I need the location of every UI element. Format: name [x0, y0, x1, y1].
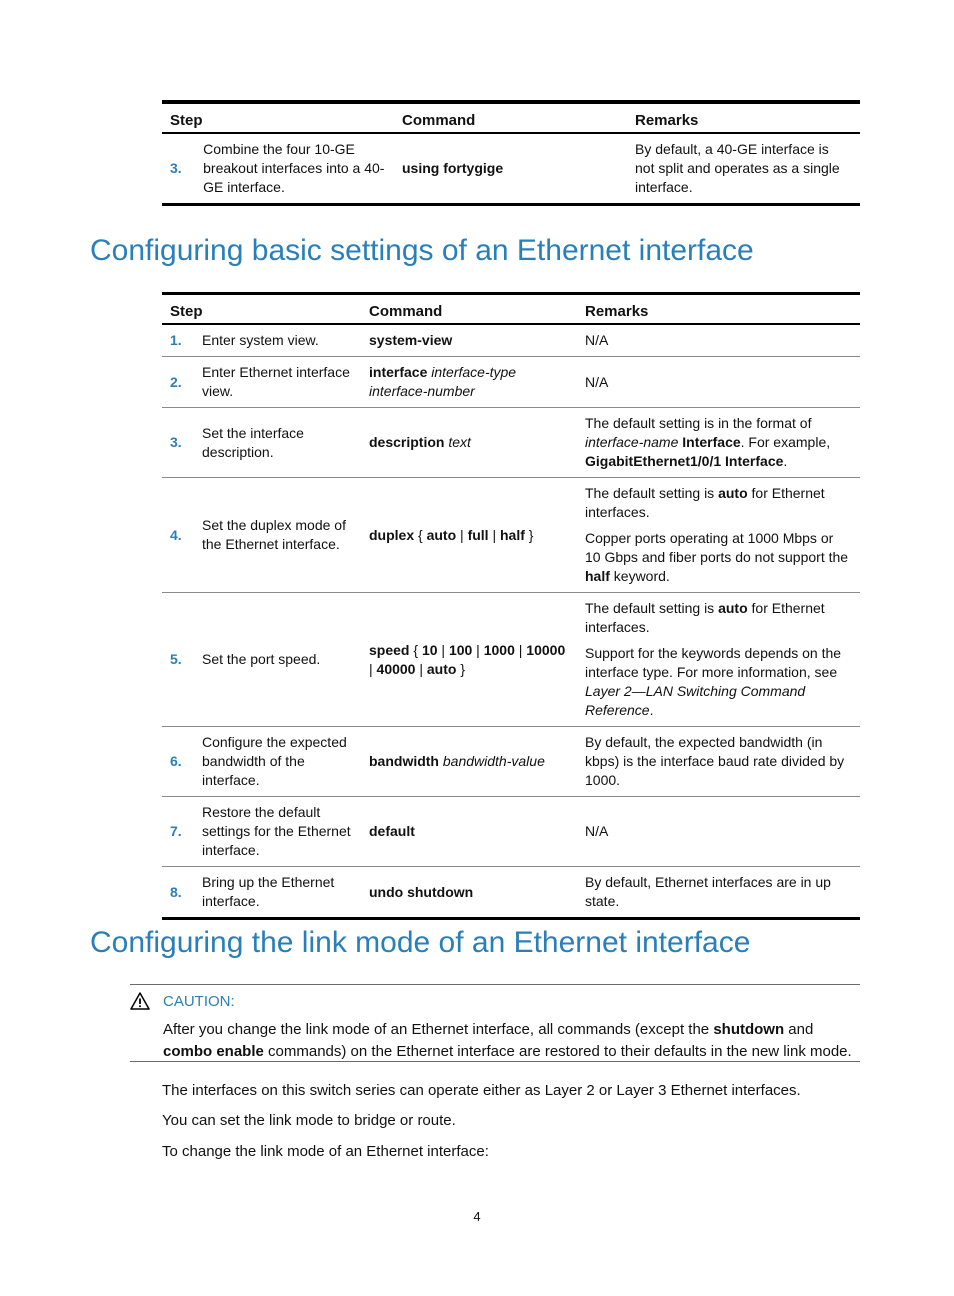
step-description: Set the port speed.	[194, 593, 361, 727]
header-step: Step	[162, 102, 394, 133]
step-remarks: N/A	[577, 357, 860, 408]
step-command: speed { 10 | 100 | 1000 | 10000 | 40000 | auto }	[361, 593, 577, 727]
step-remarks: By default, Ethernet interfaces are in up state.	[585, 874, 831, 909]
remarks-paragraph: Support for the keywords depends on the interface type. For more information, see Layer 2—LAN Switching Command Reference.	[585, 645, 842, 718]
step-command: system-view	[361, 324, 577, 357]
step-command: undo shutdown	[369, 883, 474, 900]
step-command: bandwidth bandwidth-value	[361, 727, 577, 797]
remarks-paragraph: The default setting is auto for Ethernet interfaces.	[585, 485, 825, 520]
step-number: 8.	[170, 883, 182, 900]
step-number: 3.	[170, 160, 182, 176]
step-number: 6.	[162, 727, 194, 797]
step-remarks: By default, the expected bandwidth (in kbps) is the interface baud rate divided by 1000.	[577, 727, 860, 797]
header-remarks: Remarks	[577, 294, 860, 325]
step-command: duplex { auto | full | half }	[361, 478, 577, 593]
step-remarks: The default setting is in the format of interface-name Interface. For example, GigabitEthernet1/0/1 Interface.	[577, 408, 860, 478]
warning-triangle-icon	[130, 991, 150, 1011]
step-number: 5.	[162, 593, 194, 727]
step-remarks	[577, 478, 860, 593]
section-heading-link-mode: Configuring the link mode of an Ethernet interface	[90, 926, 751, 959]
table-row	[162, 324, 860, 357]
command-table-basic-settings	[162, 292, 860, 920]
step-remarks	[577, 593, 860, 727]
table-row	[162, 133, 860, 205]
command-keyword: using fortygige	[402, 160, 504, 176]
table-row	[162, 593, 860, 727]
page-number: 4	[473, 1209, 481, 1224]
step-description: Combine the four 10-GE breakout interfaces into a 40-GE interface.	[203, 141, 385, 195]
header-command: Command	[361, 294, 577, 325]
step-description: Enter Ethernet interface view.	[194, 357, 361, 408]
header-remarks: Remarks	[627, 102, 860, 133]
table-row	[162, 408, 860, 478]
caution-box	[130, 984, 860, 1062]
table-header-row	[162, 102, 860, 133]
remarks-paragraph: The default setting is auto for Ethernet interfaces.	[585, 600, 825, 635]
step-description: Configure the expected bandwidth of the interface.	[194, 727, 361, 797]
table-row	[162, 478, 860, 593]
step-number: 7.	[162, 797, 194, 867]
body-paragraph: The interfaces on this switch series can operate either as Layer 2 or Layer 3 Ethernet interfaces.	[162, 1082, 801, 1099]
body-paragraph: To change the link mode of an Ethernet interface:	[162, 1143, 489, 1160]
remarks-paragraph: Copper ports operating at 1000 Mbps or 10 Gbps and fiber ports do not support the half keyword.	[585, 530, 849, 584]
step-description: Bring up the Ethernet interface.	[202, 874, 335, 909]
step-number: 2.	[162, 357, 194, 408]
step-remarks: N/A	[577, 324, 860, 357]
caution-title: CAUTION:	[163, 993, 235, 1010]
step-number: 4.	[162, 478, 194, 593]
step-description: Set the duplex mode of the Ethernet interface.	[194, 478, 361, 593]
step-number: 3.	[162, 408, 194, 478]
step-command: default	[361, 797, 577, 867]
step-number: 1.	[162, 324, 194, 357]
header-step: Step	[162, 294, 361, 325]
step-command: interface interface-type interface-number	[361, 357, 577, 408]
table-row	[162, 357, 860, 408]
step-command	[394, 133, 627, 205]
caution-text: After you change the link mode of an Ethernet interface, all commands (except the shutdown and combo enable commands) on the Ethernet interface are restored to their defaults in the new link mode.	[163, 1021, 852, 1060]
section-heading-basic-settings: Configuring basic settings of an Ethernet interface	[90, 234, 754, 267]
body-paragraph: You can set the link mode to bridge or route.	[162, 1112, 456, 1129]
table-row	[162, 727, 860, 797]
step-description: Enter system view.	[194, 324, 361, 357]
header-command: Command	[394, 102, 627, 133]
table-header-row	[162, 294, 860, 325]
table-row	[162, 867, 860, 919]
step-command: description text	[361, 408, 577, 478]
step-description: Set the interface description.	[194, 408, 361, 478]
table-row	[162, 797, 860, 867]
step-remarks: By default, a 40-GE interface is not split and operates as a single interface.	[635, 141, 840, 195]
command-table-split	[162, 100, 860, 206]
step-description: Restore the default settings for the Ethernet interface.	[194, 797, 361, 867]
step-remarks: N/A	[577, 797, 860, 867]
